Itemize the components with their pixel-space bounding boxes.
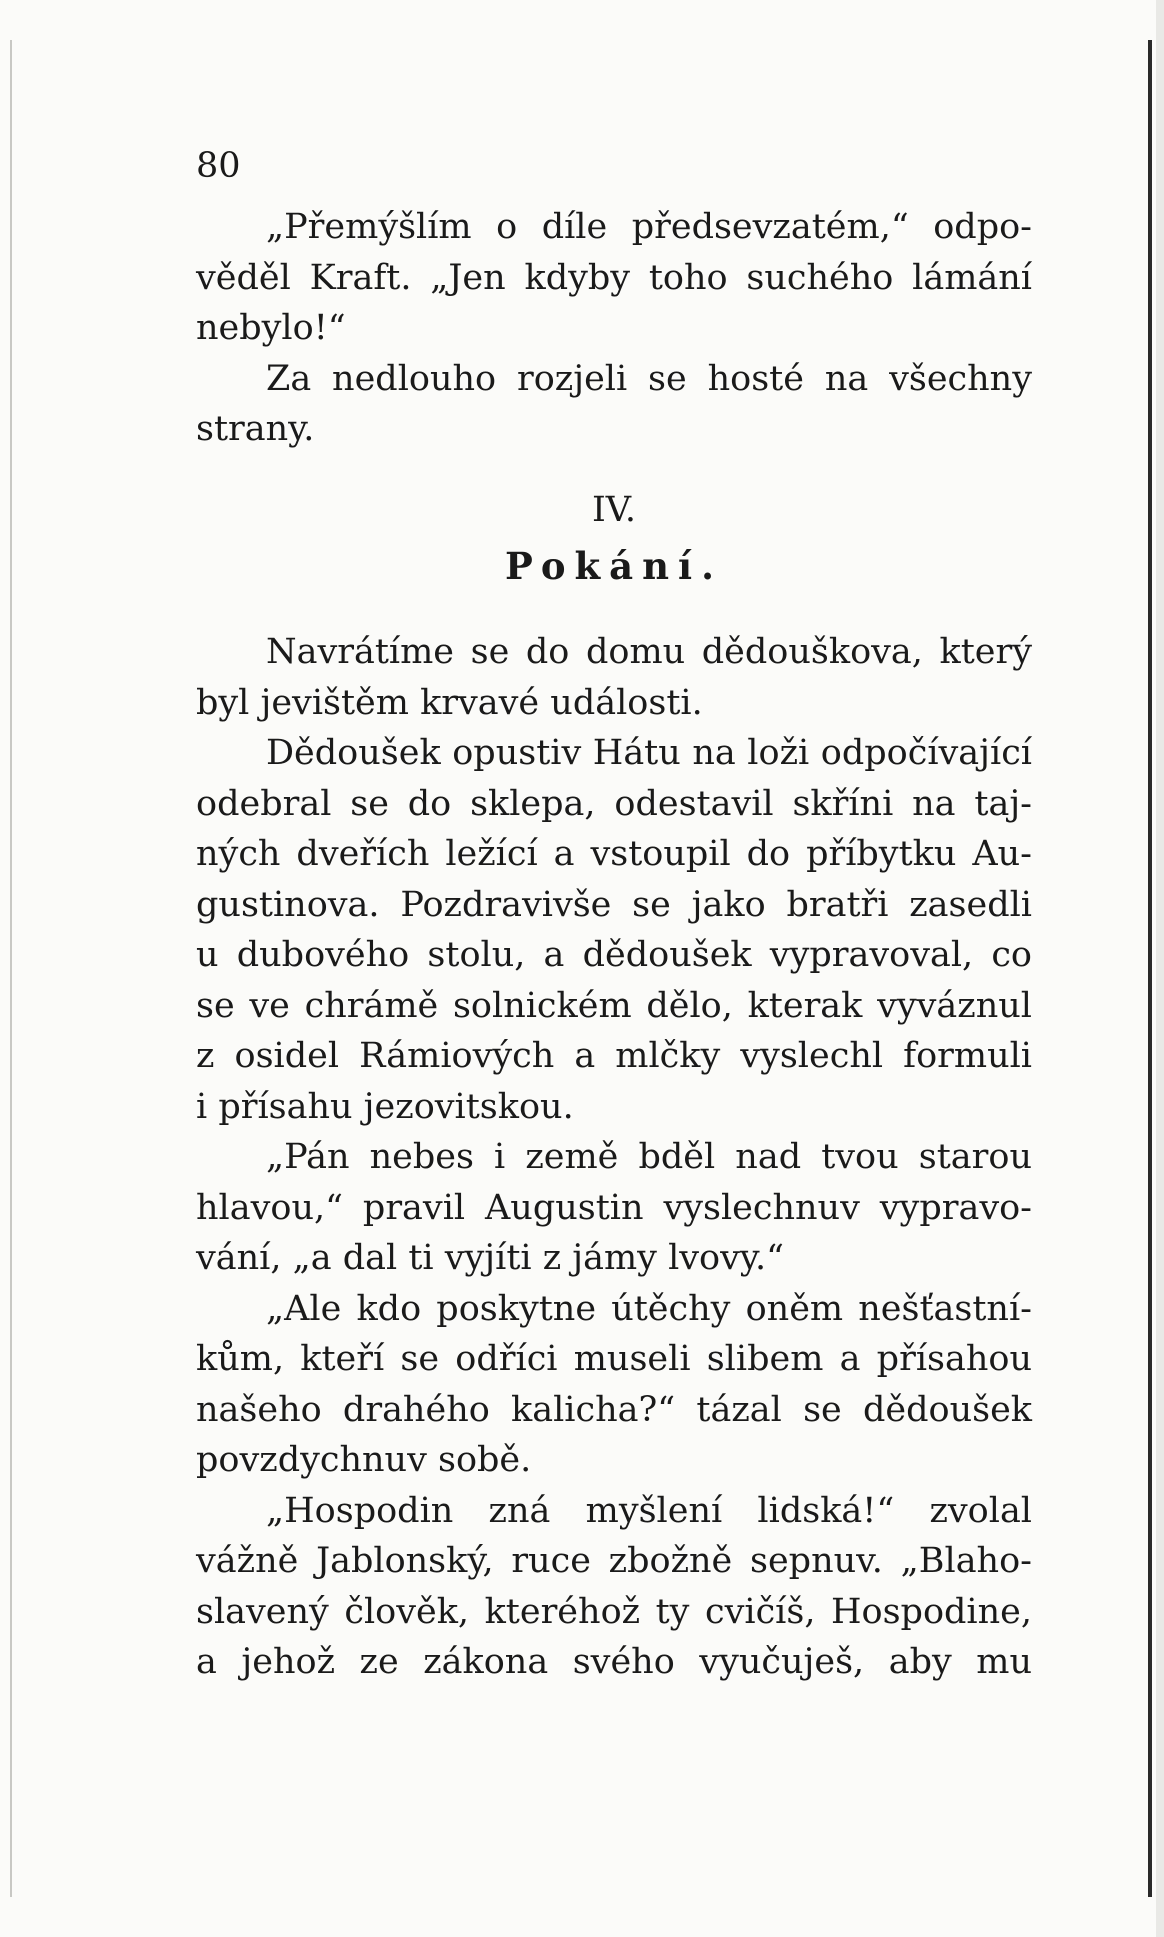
text-line: se ve chrámě solnickém dělo, kterak vyváznul	[196, 985, 1032, 1026]
chapter-title: Pokání.	[505, 544, 723, 588]
page-edge-right	[1156, 0, 1164, 1937]
text-line: „Přemýšlím o díle předsevzatém,“ odpo-	[266, 207, 1032, 247]
chapter-number: IV.	[591, 489, 637, 530]
paragraph-4	[196, 728, 1032, 1132]
text-line: „Hospodin zná myšlení lidská!“ zvolal	[266, 1490, 1032, 1531]
text-line: slavený člověk, kteréhož ty cvičíš, Hospodine,	[196, 1591, 1032, 1632]
text-line: kům, kteří se odříci museli slibem a přísahou	[196, 1339, 1032, 1379]
page-text	[196, 130, 1032, 1688]
text-line: ných dveřích ležící a vstoupil do příbytku Au-	[196, 834, 1032, 874]
page-number: 80	[196, 146, 241, 186]
text-line: a jehož ze zákona svého vyučuješ, aby mu	[196, 1642, 1032, 1682]
text-line: Za nedlouho rozjeli se hosté na všechny	[266, 358, 1032, 399]
text-line: věděl Kraft. „Jen kdyby toho suchého lámání	[196, 257, 1032, 298]
text-line: u dubového stolu, a dědoušek vypravoval, co	[196, 935, 1032, 975]
text-line: hlavou,“ pravil Augustin vyslechnuv vypravo-	[196, 1187, 1032, 1228]
text-line: Dědoušek opustiv Hátu na loži odpočívající	[266, 733, 1032, 773]
text-line: vážně Jablonský, ruce zbožně sepnuv. „Blaho-	[196, 1541, 1032, 1581]
text-line: z osidel Rámiových a mlčky vyslechl formuli	[196, 1036, 1032, 1076]
text-line: i přísahu jezovitskou.	[196, 1086, 574, 1127]
text-line: gustinova. Pozdravivše se jako bratři zasedli	[196, 884, 1032, 925]
page-edge-left	[10, 40, 12, 1897]
text-line: povzdychnuv sobě.	[196, 1440, 532, 1480]
text-line: odebral se do sklepa, odestavil skříni na taj-	[196, 783, 1032, 824]
paragraph-6	[196, 1284, 1032, 1486]
paragraph-7	[196, 1486, 1032, 1688]
text-line: našeho drahého kalicha?“ tázal se dědoušek	[196, 1389, 1032, 1430]
paragraph-5	[196, 1132, 1032, 1284]
page-edge-shadow	[1148, 40, 1152, 1897]
text-line: „Pán nebes i země bděl nad tvou starou	[266, 1137, 1032, 1177]
paragraph-1	[196, 202, 1032, 354]
text-line: „Ale kdo poskytne útěchy oněm nešťastní-	[266, 1288, 1032, 1329]
text-line: strany.	[196, 409, 315, 449]
text-line: nebylo!“	[196, 308, 346, 348]
text-line: Navrátíme se do domu dědouškova, který	[266, 632, 1032, 672]
paragraph-3	[196, 627, 1032, 728]
paragraph-2	[196, 354, 1032, 455]
text-line: byl jevištěm krvavé události.	[196, 682, 703, 723]
text-line: vání, „a dal ti vyjíti z jámy lvovy.“	[196, 1238, 785, 1278]
